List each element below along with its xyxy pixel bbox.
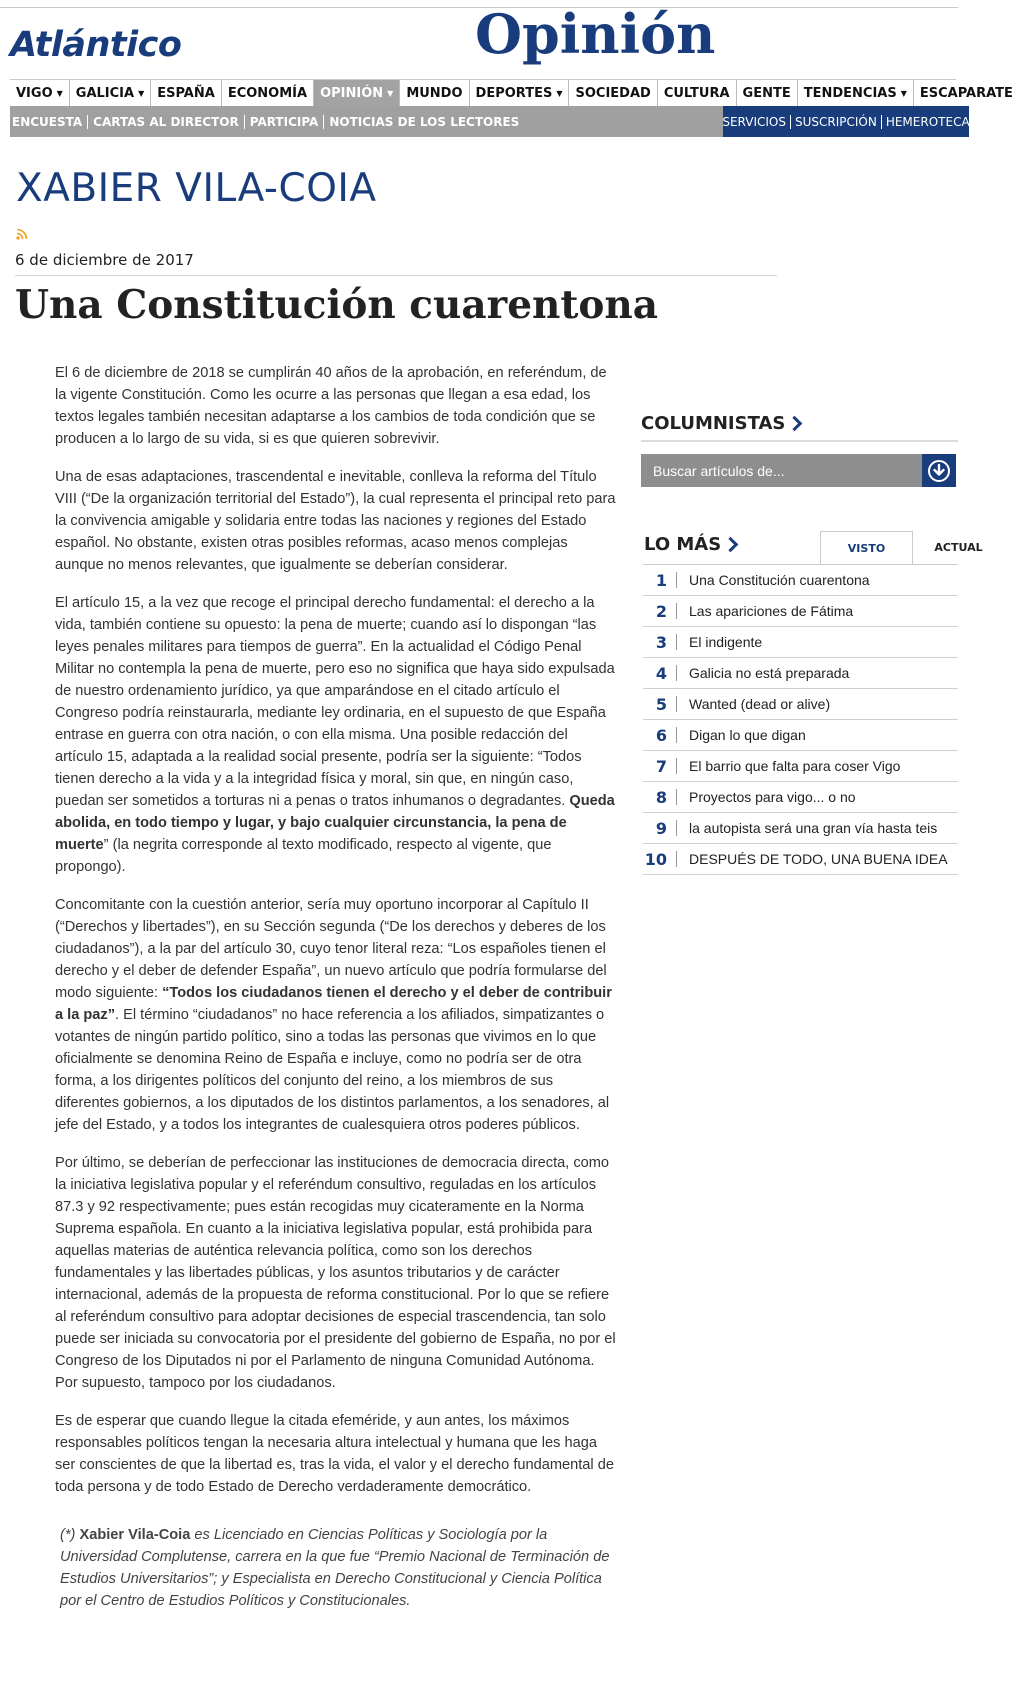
columnistas-heading[interactable]: COLUMNISTAS [641,413,800,434]
columnist-search [641,454,956,487]
subnav-participa[interactable]: PARTICIPA [245,115,325,129]
download-circle-icon [927,459,951,483]
archive-link[interactable]: HEMEROTECA [885,114,970,129]
ranking-item[interactable] [643,720,958,751]
ranking-item[interactable] [643,751,958,782]
section-title: Opinión [475,2,716,66]
nav-item-sociedad[interactable]: SOCIEDAD [569,80,657,106]
bold-proposal: Queda abolida, en todo tiempo y lugar, y bajo cualquier circunstancia, la pena de muerte [55,793,615,853]
search-button[interactable] [922,454,956,487]
subscription-link[interactable]: SUSCRIPCIÓN [791,115,882,129]
nav-item-tendencias[interactable]: TENDENCIAS ▼ [798,80,914,106]
tab-actual[interactable]: ACTUAL [934,540,983,554]
rss-icon[interactable] [16,228,28,240]
ranking-item[interactable] [643,689,958,720]
chevron-right-icon [787,416,803,432]
nav-item-espana[interactable]: ESPAÑA [151,80,222,106]
rank-number: 2 [655,601,667,621]
nav-item-vigo[interactable]: VIGO ▼ [10,80,70,106]
ranking-item[interactable] [643,627,958,658]
columnistas-divider [641,440,958,442]
rank-number: 1 [655,570,667,590]
nav-item-deportes[interactable]: DEPORTES ▼ [470,80,570,106]
author-footnote: (*) Xabier Vila-Coia es Licenciado en Ciencias Políticas y Sociología por la Universidad Complutense, carrera en la que fue “Premio Nacional de Terminación de Estudios Universitarios”; y Especialista en Derecho Constitucional y Ciencia Política por el Centro de Estudios Políticos y Constitucionales. [60,1527,610,1609]
sub-nav [10,106,970,137]
columnist-search-input[interactable] [641,454,928,487]
subnav-noticias-lectores[interactable]: NOTICIAS DE LOS LECTORES [329,114,520,129]
paragraph: Concomitante con la cuestión anterior, sería muy oportuno incorporar al Capítulo II (“Derechos y libertades”), en su Sección segunda (“De los derechos y deberes de los ciudadanos”), a la par del artículo 30, cuyo tenor literal reza: “Los españoles tienen el derecho y el deber de defender España”, un nuevo artículo que podría formularse del modo siguiente: “Todos los ciudadanos tienen el derecho y el deber de contribuir a la paz”. El término “ciudadanos” no hace referencia a los afiliados, simpatizantes o votantes de ningún partido político, sino a todas las personas que vivimos en lo que oficialmente se denomina Reino de España e incluye, como no podría ser de otra forma, a los dirigentes políticos del conjunto del reino, a los miembros de sus diferentes gobiernos, a los diputados de los distintos parlamentos, a los senadores, al jefe del Estado, y a todos los integrantes de cualesquiera otros poderes públicos. [55,897,612,1133]
rank-number: 9 [655,818,667,838]
subnav-cartas[interactable]: CARTAS AL DIRECTOR [88,115,245,129]
tab-visto[interactable]: VISTO [820,531,913,565]
date-divider [15,275,777,276]
ranking-title[interactable]: El indigente [689,634,763,650]
nav-item-galicia[interactable]: GALICIA ▼ [70,80,151,106]
ranking-title[interactable]: Proyectos para vigo... o no [689,789,856,805]
ranking-title[interactable]: Digan lo que digan [689,727,806,743]
rank-number: 3 [655,632,667,652]
rank-number: 10 [644,849,667,869]
ranking-item[interactable] [643,782,958,813]
most-read-tabs [820,531,1004,564]
author-name[interactable]: XABIER VILA-COIA [16,166,377,211]
nav-item-gente[interactable]: GENTE [737,80,798,106]
ranking-title[interactable]: Una Constitución cuarentona [689,572,870,588]
rank-number: 5 [655,694,667,714]
article-date: 6 de diciembre de 2017 [15,251,194,269]
rank-number: 4 [655,663,667,683]
footnote-author: Xabier Vila-Coia [79,1527,191,1543]
ranking-title[interactable]: Wanted (dead or alive) [689,696,831,712]
ranking-title[interactable]: El barrio que falta para coser Vigo [689,758,901,774]
paragraph: Una de esas adaptaciones, trascendental e inevitable, conlleva la reforma del Título VIII (“De la organización territorial del Estado”), la cual representa el principal reto para la convivencia amigable y solidaria entre todas las naciones y regiones del Estado español. No obstante, existen otras posibles reformas, acaso menos complejas aunque no menos relevantes, que igualmente se deberían considerar. [55,469,616,573]
nav-item-mundo[interactable]: MUNDO [400,80,469,106]
paragraph: El artículo 15, a la vez que recoge el principal derecho fundamental: el derecho a la vida, también contiene su opuesto: la pena de muerte; cuando así lo dispongan “las leyes penales militares para tiempos de guerra”. En la actualidad el Código Penal Militar no contempla la pena de muerte, pero eso no significa que haya sido expulsada de nuestro ordenamiento jurídico, ya que amparándose en el citado artículo el Congreso podría reinstaurarla, mediante ley ordinaria, en el supuesto de que España entrase en guerra con otra nación, o con ella misma. Una posible redacción del artículo 15, adaptada a la realidad social presente, podría ser la siguiente: “Todos tienen derecho a la vida y a la integridad física y moral, sin que, en ningún caso, puedan ser sometidos a torturas ni a penas o tratos inhumanos o degradantes. Queda abolida, en todo tiempo y lugar, y bajo cualquier circunstancia, la pena de muerte” (la negrita corresponde al texto modificado, respecto al vigente, que propongo). [55,595,615,875]
ranking-title[interactable]: Galicia no está preparada [689,665,850,681]
nav-item-economia[interactable]: ECONOMÍA [222,80,314,106]
ranking-item[interactable] [643,565,958,596]
paragraph: Por último, se deberían de perfeccionar las instituciones de democracia directa, como la iniciativa legislativa popular y el referéndum consultivo, reguladas en los artículos 87.3 y 92 respectivamente; pues están recogidas muy cicateramente en la Norma Suprema española. En cuanto a la iniciativa legislativa popular, está prohibida para aquellas materias de auténtica relevancia política, como son los derechos fundamentales y las libertades públicas, y los asuntos tributarios y de carácter internacional, además de la propuesta de reforma constitucional. Por lo que se refiere al referéndum consultivo para adoptar decisiones de especial trascendencia, tan solo puede ser iniciada su convocatoria por el presidente del gobierno de España, no por el Congreso de los Diputados ni por el Parlamento de ninguna Comunidad Autónoma. Por supuesto, tampoco por los ciudadanos. [55,1155,616,1391]
ranking-title[interactable]: la autopista será una gran vía hasta teis [689,820,938,836]
rank-number: 7 [655,756,667,776]
article-title: Una Constitución cuarentona [15,282,659,328]
site-logo[interactable]: Atlántico [10,25,182,65]
most-read-heading: LO MÁS [644,534,736,555]
ranking-title[interactable]: Las apariciones de Fátima [689,603,854,619]
subnav-encuesta[interactable]: ENCUESTA [10,115,88,129]
ranking-item[interactable] [643,813,958,844]
rank-number: 6 [655,725,667,745]
ranking-item[interactable] [643,844,958,875]
ranking-title[interactable]: DESPUÉS DE TODO, UNA BUENA IDEA [689,851,948,867]
ranking-item[interactable] [643,596,958,627]
bold-proposal: “Todos los ciudadanos tienen el derecho y el deber de contribuir a la paz” [55,985,612,1023]
nav-item-escaparate[interactable]: ESCAPARATE [919,85,1013,101]
article-body [55,362,617,1628]
nav-item-cultura[interactable]: CULTURA [658,80,737,106]
services-link[interactable]: SERVICIOS [718,115,791,129]
main-nav [10,79,1013,107]
rank-number: 8 [655,787,667,807]
most-read-list [643,564,958,875]
paragraph: El 6 de diciembre de 2018 se cumplirán 40 años de la aprobación, en referéndum, de la vigente Constitución. Como les ocurre a las personas que llegan a esa edad, los textos legales también necesitan adaptarse a los cambios de toda condición que se producen a lo largo de su vida, si es que quieren sobrevivir. [55,365,607,447]
paragraph: Es de esperar que cuando llegue la citada efeméride, y aun antes, los máximos responsables políticos tengan la necesaria altura intelectual y humana que les haga ser conscientes de que la libertad es, tras la vida, el valor y el derecho fundamental de toda persona y de todo Estado de Derecho verdaderamente democrático. [55,1413,614,1495]
services-nav [723,106,969,137]
chevron-right-icon [723,537,739,553]
nav-item-opinion[interactable]: OPINIÓN ▼ [314,80,400,106]
ranking-item[interactable] [643,658,958,689]
